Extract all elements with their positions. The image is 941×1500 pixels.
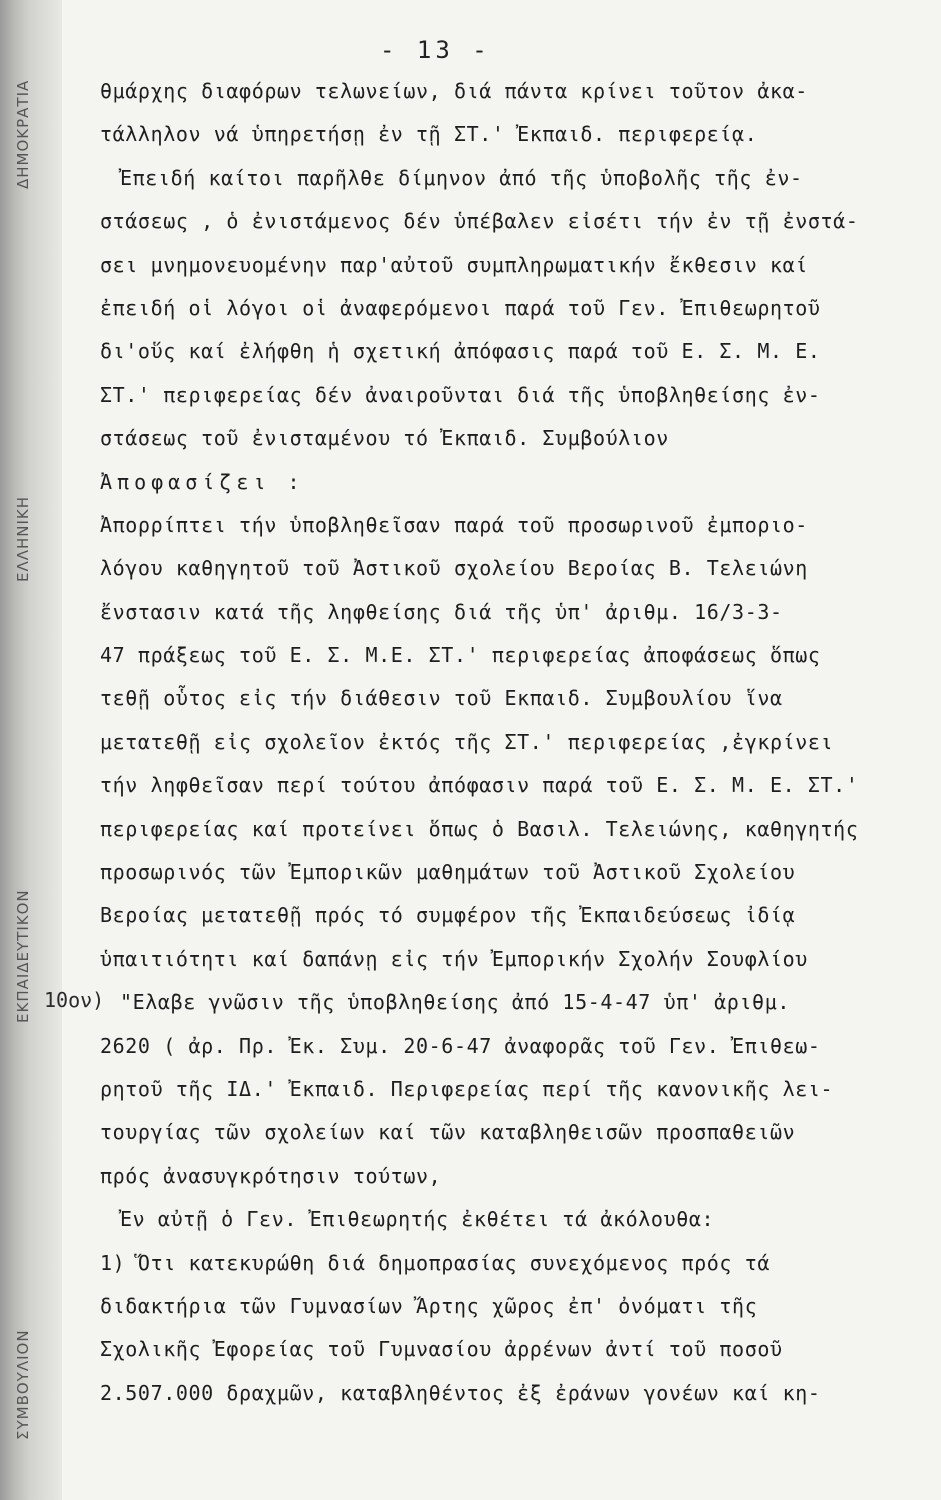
text-line: θμάρχης διαφόρων τελωνείων, διά πάντα κρίνει τοῦτον ἀκα- [100,79,808,103]
text-line: περιφερείας καί προτείνει ὅπως ὁ Βασιλ. Τελειώνης, καθηγητής [100,816,859,841]
text-line: Σχολικῆς Ἐφορείας τοῦ Γυμνασίου ἀρρένων ἀντί τοῦ ποσοῦ [100,1337,783,1362]
text-line: προσωρινός τῶν Ἐμπορικῶν μαθημάτων τοῦ Ἀστικοῦ Σχολείου [100,860,796,885]
text-line: λόγου καθηγητοῦ τοῦ Ἀστικοῦ σχολείου Βεροίας Β. Τελειώνη [100,556,808,581]
text-line: Βεροίας μετατεθῇ πρός τό συμφέρον τῆς Ἐκπαιδεύσεως ἰδίᾳ [100,903,796,928]
text-line: δι'οὕς καί ἐλήφθη ἡ σχετική ἀπόφασις παρά τοῦ Ε. Σ. Μ. Ε. [100,339,821,364]
text-line: ρητοῦ τῆς ΙΔ.' Ἐκπαιδ. Περιφερείας περί τῆς κανονικῆς λει- [100,1076,834,1101]
text-line: σει μνημονευομένην παρ'αὐτοῦ συμπληρωματικήν ἔκθεσιν καί [100,252,808,277]
text-line: Ἐν αὐτῇ ὁ Γεν. Ἐπιθεωρητής ἐκθέτει τά ἀκόλουθα: [120,1207,715,1232]
spine-label: ΕΛΛΗΝΙΚΗ [14,496,32,583]
binding-strip [0,0,62,1500]
text-line: Ἐπειδή καίτοι παρῆλθε δίμηνον ἀπό τῆς ὑποβολῆς τῆς ἐν- [120,165,803,190]
text-line: διδακτήρια τῶν Γυμνασίων Ἄρτης χῶρος ἐπ' ὀνόματι τῆς [100,1293,758,1318]
margin-item-number: 10ον) [44,988,105,1012]
text-line: 2620 ( ἀρ. Πρ. Ἐκ. Συμ. 20-6-47 ἀναφορᾶς τοῦ Γεν. Ἐπιθεω- [100,1033,821,1058]
text-line: τουργίας τῶν σχολείων καί τῶν καταβληθεισῶν προσπαθειῶν [100,1120,796,1145]
text-line: ΣΤ.' περιφερείας δέν ἀναιροῦνται διά τῆς ὑποβληθείσης ἐν- [100,382,821,407]
text-line: Ἀπορρίπτει τήν ὑποβληθεῖσαν παρά τοῦ προσωρινοῦ ἐμποριο- [100,512,808,537]
typed-text-body [100,70,910,1415]
page-number: - 13 - [380,36,491,64]
text-line: "Ελαβε γνῶσιν τῆς ὑποβληθείσης ἀπό 15-4-47 ὑπ' ἀριθμ. [120,990,790,1015]
text-line: τάλληλον νά ὑπηρετήσῃ ἐν τῇ ΣΤ.' Ἐκπαιδ. περιφερείᾳ. [100,122,758,147]
text-line: μετατεθῇ εἰς σχολεῖον ἐκτός τῆς ΣΤ.' περιφερείας ,ἐγκρίνει [100,729,834,754]
text-line: τήν ληφθεῖσαν περί τούτου ἀπόφασιν παρά τοῦ Ε. Σ. Μ. Ε. ΣΤ.' [100,773,859,798]
text-line: ἔνστασιν κατά τῆς ληφθείσης διά τῆς ὑπ' ἀριθμ. 16/3-3- [100,599,783,624]
spine-label: ΣΥΜΒΟΥΛΙΟΝ [14,1329,32,1440]
text-line: 2.507.000 δραχμῶν, καταβληθέντος ἐξ ἐράνων γονέων καί κη- [100,1380,821,1405]
spine-label: ΔΗΜΟΚΡΑΤΙΑ [14,80,32,190]
text-line: πρός ἀνασυγκρότησιν τούτων, [100,1163,442,1188]
text-line: στάσεως , ὁ ἐνιστάμενος δέν ὑπέβαλεν εἰσέτι τήν ἐν τῇ ἐνστά- [100,209,859,234]
text-line: 47 πράξεως τοῦ Ε. Σ. Μ.Ε. ΣΤ.' περιφερείας ἀποφάσεως ὅπως [100,643,821,668]
text-line: 1) Ὅτι κατεκυρώθη διά δημοπρασίας συνεχόμενος πρός τά [100,1250,770,1275]
text-line: στάσεως τοῦ ἐνισταμένου τό Ἐκπαιδ. Συμβούλιον [100,426,669,451]
text-line: τεθῇ οὗτος εἰς τήν διάθεσιν τοῦ Εκπαιδ. Συμβουλίου ἵνα [100,686,783,711]
decision-heading: Ἀποφασίζει : [100,469,305,494]
spine-label: ΕΚΠΑΙΔΕΥΤΙΚΟΝ [14,888,32,1023]
spine-labels [14,80,32,1440]
text-line: ὑπαιτιότητι καί δαπάνῃ εἰς τήν Ἐμπορικήν Σχολήν Σουφλίου [100,946,808,971]
text-line: ἐπειδή οἱ λόγοι οἱ ἀναφερόμενοι παρά τοῦ Γεν. Ἐπιθεωρητοῦ [100,295,821,320]
